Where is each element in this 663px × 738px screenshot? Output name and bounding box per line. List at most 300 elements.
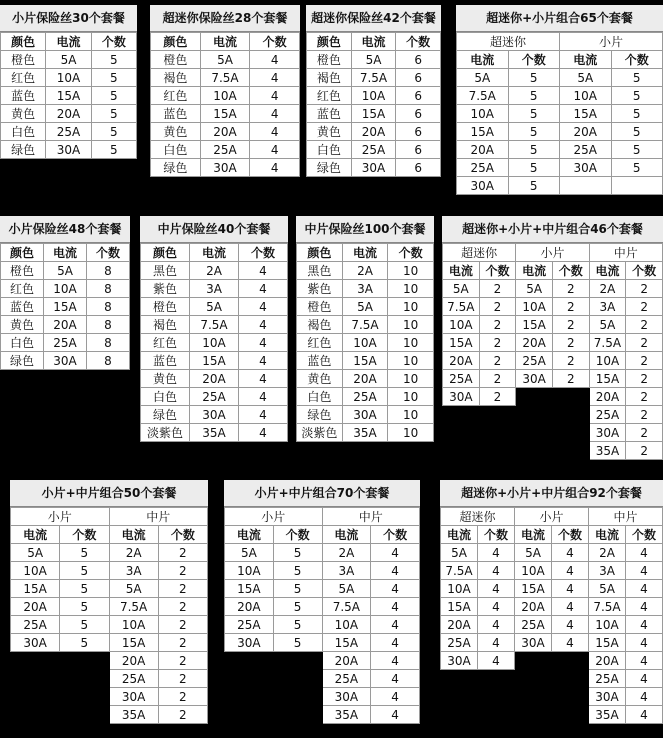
table-cell: 黑色 (297, 262, 343, 280)
table-cell: 4 (626, 706, 663, 724)
table-cell: 3A (109, 562, 158, 580)
table-row (1, 280, 130, 298)
table-row (225, 562, 420, 580)
column-header: 颜色 (1, 244, 44, 262)
table-cell: 20A (225, 598, 274, 616)
table-cell: 5A (322, 580, 371, 598)
table-cell: 绿色 (297, 406, 343, 424)
kit-title: 超迷你保险丝28个套餐 (150, 5, 300, 32)
table-cell: 2 (626, 352, 663, 370)
table-cell (552, 688, 589, 706)
kit-spec-table (0, 243, 130, 370)
kit-spec-table (456, 32, 663, 195)
table-cell: 2 (479, 298, 516, 316)
table-row (443, 388, 663, 406)
column-header: 个数 (87, 244, 130, 262)
table-row (457, 159, 663, 177)
table-cell: 35A (322, 706, 371, 724)
table-cell: 橙色 (1, 51, 46, 69)
table-cell: 4 (371, 670, 420, 688)
table-cell: 30A (560, 159, 612, 177)
table-cell: 35A (589, 442, 626, 460)
table-cell: 10 (388, 388, 434, 406)
table-cell: 30A (44, 352, 87, 370)
table-cell: 15A (200, 105, 250, 123)
table-cell: 10A (441, 580, 478, 598)
table-row (457, 177, 663, 195)
kit-spec-table (442, 243, 663, 460)
column-header: 电流 (515, 526, 552, 544)
table-cell (11, 652, 60, 670)
table-row (307, 105, 441, 123)
table-cell: 15A (109, 634, 158, 652)
table-cell: 4 (626, 670, 663, 688)
table-cell: 5A (560, 69, 612, 87)
table-row (443, 352, 663, 370)
table-cell (443, 424, 480, 442)
table-row (307, 159, 441, 177)
table-cell: 4 (626, 652, 663, 670)
table-cell: 4 (239, 262, 288, 280)
table-cell: 6 (396, 123, 441, 141)
table-row (297, 424, 434, 442)
table-cell (479, 424, 516, 442)
table-cell: 橙色 (1, 262, 44, 280)
table-cell (225, 706, 274, 724)
column-header: 电流 (342, 244, 388, 262)
table-cell: 3A (322, 562, 371, 580)
table-row (151, 159, 300, 177)
table-cell (11, 706, 60, 724)
group-header-row (443, 244, 663, 262)
column-header: 电流 (560, 51, 612, 69)
table-row (307, 141, 441, 159)
table-cell: 25A (11, 616, 60, 634)
table-cell: 2A (342, 262, 388, 280)
table-cell: 7.5A (589, 334, 626, 352)
table-cell: 2 (552, 352, 589, 370)
group-header: 小片 (225, 508, 323, 526)
table-cell: 10 (388, 316, 434, 334)
table-row (297, 298, 434, 316)
table-cell: 5A (190, 298, 239, 316)
table-cell: 10A (515, 562, 552, 580)
table-cell: 白色 (151, 141, 201, 159)
table-cell: 5 (611, 105, 663, 123)
group-header: 小片 (11, 508, 110, 526)
fuse-kit-table (0, 216, 130, 370)
table-cell (443, 442, 480, 460)
table-row (11, 616, 208, 634)
column-header: 颜色 (1, 33, 46, 51)
table-cell: 10A (109, 616, 158, 634)
table-cell (478, 706, 515, 724)
table-cell: 25A (109, 670, 158, 688)
column-header: 电流 (190, 244, 239, 262)
table-cell: 2 (158, 634, 207, 652)
table-cell: 5 (60, 634, 109, 652)
table-row (225, 598, 420, 616)
table-cell: 4 (626, 544, 663, 562)
table-cell: 4 (478, 652, 515, 670)
table-cell: 7.5A (109, 598, 158, 616)
table-cell: 2 (158, 562, 207, 580)
table-cell: 7.5A (441, 562, 478, 580)
table-cell: 8 (87, 334, 130, 352)
table-cell: 25A (200, 141, 250, 159)
column-header: 个数 (478, 526, 515, 544)
table-row (225, 634, 420, 652)
table-cell: 白色 (297, 388, 343, 406)
table-cell: 2 (626, 442, 663, 460)
table-cell: 5 (60, 598, 109, 616)
table-row (11, 634, 208, 652)
table-cell: 30A (441, 652, 478, 670)
table-cell: 黄色 (141, 370, 190, 388)
table-row (307, 87, 441, 105)
table-cell: 4 (250, 141, 300, 159)
table-cell: 4 (371, 652, 420, 670)
table-cell: 淡紫色 (297, 424, 343, 442)
table-cell: 5 (91, 87, 136, 105)
table-cell: 10A (190, 334, 239, 352)
table-cell: 5 (611, 159, 663, 177)
table-cell: 黄色 (1, 105, 46, 123)
table-cell: 黄色 (307, 123, 352, 141)
table-row (1, 316, 130, 334)
table-cell (611, 177, 663, 195)
table-cell: 3A (589, 562, 626, 580)
table-cell: 5 (611, 141, 663, 159)
fuse-kit-table (456, 5, 663, 195)
table-cell (11, 670, 60, 688)
table-cell: 25A (516, 352, 553, 370)
table-cell: 白色 (1, 123, 46, 141)
table-cell: 10A (11, 562, 60, 580)
table-cell (479, 406, 516, 424)
table-cell (441, 688, 478, 706)
table-cell: 4 (552, 562, 589, 580)
table-cell: 5A (441, 544, 478, 562)
table-row (441, 580, 663, 598)
table-row (11, 652, 208, 670)
table-row (225, 688, 420, 706)
table-cell: 橙色 (297, 298, 343, 316)
table-cell: 30A (109, 688, 158, 706)
table-cell: 5 (60, 562, 109, 580)
table-cell: 4 (371, 706, 420, 724)
table-cell: 25A (44, 334, 87, 352)
table-cell: 褐色 (307, 69, 352, 87)
table-cell: 蓝色 (1, 298, 44, 316)
table-cell (225, 652, 274, 670)
kit-spec-table (150, 32, 300, 177)
table-cell: 4 (371, 688, 420, 706)
table-cell: 25A (225, 616, 274, 634)
table-cell: 5A (44, 262, 87, 280)
table-cell: 30A (457, 177, 509, 195)
table-row (141, 424, 288, 442)
table-cell: 2 (158, 670, 207, 688)
table-cell: 10 (388, 424, 434, 442)
table-cell: 6 (396, 105, 441, 123)
table-cell: 20A (44, 316, 87, 334)
table-cell: 20A (322, 652, 371, 670)
table-cell: 25A (443, 370, 480, 388)
kit-spec-table (224, 507, 420, 724)
table-row (141, 406, 288, 424)
table-cell (443, 406, 480, 424)
table-cell: 30A (351, 159, 396, 177)
table-cell: 5 (508, 105, 560, 123)
column-header: 个数 (552, 526, 589, 544)
table-cell: 10 (388, 334, 434, 352)
table-cell: 2 (626, 298, 663, 316)
table-cell: 4 (371, 580, 420, 598)
table-cell: 红色 (1, 280, 44, 298)
table-cell: 5A (516, 280, 553, 298)
table-cell: 15A (589, 634, 626, 652)
fuse-kit-table (150, 5, 300, 177)
table-row (11, 580, 208, 598)
table-cell: 4 (371, 544, 420, 562)
group-header: 中片 (589, 244, 662, 262)
table-cell: 25A (457, 159, 509, 177)
table-cell: 15A (560, 105, 612, 123)
table-cell: 5A (589, 580, 626, 598)
table-cell: 5A (515, 544, 552, 562)
table-row (457, 69, 663, 87)
table-cell: 红色 (307, 87, 352, 105)
table-row (441, 670, 663, 688)
table-cell: 5A (200, 51, 250, 69)
table-cell: 红色 (151, 87, 201, 105)
table-row (151, 123, 300, 141)
table-cell: 15A (46, 87, 91, 105)
column-header: 电流 (200, 33, 250, 51)
table-cell: 10A (457, 105, 509, 123)
table-cell: 4 (239, 352, 288, 370)
table-cell: 6 (396, 141, 441, 159)
table-cell: 15A (190, 352, 239, 370)
column-header-row (441, 526, 663, 544)
table-cell: 黄色 (151, 123, 201, 141)
table-cell (478, 688, 515, 706)
table-row (11, 670, 208, 688)
column-header-row (297, 244, 434, 262)
table-cell: 4 (626, 634, 663, 652)
table-row (1, 334, 130, 352)
group-header: 超迷你 (457, 33, 560, 51)
table-cell: 蓝色 (1, 87, 46, 105)
column-header: 电流 (516, 262, 553, 280)
table-cell: 6 (396, 87, 441, 105)
table-row (151, 105, 300, 123)
table-cell: 4 (478, 580, 515, 598)
column-header: 个数 (60, 526, 109, 544)
fuse-kit-table (10, 480, 208, 724)
table-cell: 4 (239, 406, 288, 424)
table-row (443, 298, 663, 316)
table-cell: 2 (626, 424, 663, 442)
table-row (443, 424, 663, 442)
table-cell: 20A (457, 141, 509, 159)
table-cell: 绿色 (151, 159, 201, 177)
column-header: 个数 (273, 526, 322, 544)
table-cell: 4 (371, 616, 420, 634)
table-cell: 4 (478, 616, 515, 634)
table-cell: 10A (589, 352, 626, 370)
table-row (297, 262, 434, 280)
table-row (1, 352, 130, 370)
kit-title: 超迷你+小片组合65个套餐 (456, 5, 663, 32)
table-cell: 20A (109, 652, 158, 670)
column-header: 个数 (479, 262, 516, 280)
table-cell: 5A (351, 51, 396, 69)
table-cell: 10 (388, 352, 434, 370)
column-header-row (11, 526, 208, 544)
table-cell: 4 (371, 634, 420, 652)
table-cell (273, 688, 322, 706)
column-header: 电流 (11, 526, 60, 544)
table-cell: 5A (46, 51, 91, 69)
table-cell: 4 (552, 544, 589, 562)
table-cell: 25A (589, 670, 626, 688)
table-cell: 4 (250, 159, 300, 177)
table-cell: 橙色 (151, 51, 201, 69)
table-cell: 3A (190, 280, 239, 298)
table-cell (560, 177, 612, 195)
table-cell: 4 (552, 598, 589, 616)
table-row (225, 580, 420, 598)
column-header: 电流 (322, 526, 371, 544)
table-cell: 5A (589, 316, 626, 334)
table-row (1, 123, 137, 141)
group-header: 超迷你 (441, 508, 515, 526)
table-row (297, 406, 434, 424)
column-header: 个数 (158, 526, 207, 544)
table-cell: 4 (239, 316, 288, 334)
table-cell: 8 (87, 298, 130, 316)
column-header: 个数 (626, 526, 663, 544)
table-cell: 蓝色 (307, 105, 352, 123)
table-cell: 20A (11, 598, 60, 616)
table-cell: 10 (388, 370, 434, 388)
column-header: 电流 (443, 262, 480, 280)
table-cell: 10 (388, 280, 434, 298)
fuse-kit-table (0, 5, 137, 159)
table-cell (515, 670, 552, 688)
table-cell: 2A (589, 544, 626, 562)
table-cell: 4 (239, 280, 288, 298)
table-cell: 4 (626, 580, 663, 598)
table-cell (273, 706, 322, 724)
table-cell: 20A (46, 105, 91, 123)
table-cell (478, 670, 515, 688)
table-cell: 25A (515, 616, 552, 634)
column-header-row (141, 244, 288, 262)
table-row (1, 262, 130, 280)
table-row (151, 87, 300, 105)
column-header: 个数 (371, 526, 420, 544)
table-cell: 2 (158, 652, 207, 670)
table-row (1, 141, 137, 159)
table-cell (516, 442, 553, 460)
table-row (441, 616, 663, 634)
table-cell: 2 (158, 688, 207, 706)
table-cell: 10A (44, 280, 87, 298)
kit-spec-table (10, 507, 208, 724)
table-cell: 4 (626, 688, 663, 706)
table-cell: 30A (589, 424, 626, 442)
table-cell: 红色 (297, 334, 343, 352)
table-cell: 4 (371, 562, 420, 580)
table-cell: 20A (515, 598, 552, 616)
table-cell: 15A (589, 370, 626, 388)
table-cell: 5 (273, 544, 322, 562)
table-cell: 5A (457, 69, 509, 87)
column-header: 个数 (388, 244, 434, 262)
table-cell: 2 (552, 370, 589, 388)
table-cell: 黄色 (1, 316, 44, 334)
table-cell: 2 (479, 370, 516, 388)
group-header-row (441, 508, 663, 526)
table-cell: 10A (516, 298, 553, 316)
table-cell: 6 (396, 51, 441, 69)
table-row (297, 334, 434, 352)
kit-title: 中片保险丝40个套餐 (140, 216, 288, 243)
table-cell: 5A (342, 298, 388, 316)
column-header: 颜色 (297, 244, 343, 262)
table-row (457, 123, 663, 141)
table-row (11, 688, 208, 706)
column-header: 颜色 (141, 244, 190, 262)
table-cell: 8 (87, 352, 130, 370)
table-cell: 25A (342, 388, 388, 406)
table-cell: 5 (508, 177, 560, 195)
table-cell: 5 (508, 159, 560, 177)
table-row (1, 69, 137, 87)
table-cell: 4 (239, 424, 288, 442)
table-cell: 4 (552, 616, 589, 634)
table-cell: 5 (273, 580, 322, 598)
table-cell: 黄色 (297, 370, 343, 388)
table-row (141, 388, 288, 406)
table-cell (60, 688, 109, 706)
table-cell (552, 652, 589, 670)
table-cell (60, 706, 109, 724)
table-cell: 5 (611, 123, 663, 141)
table-row (441, 562, 663, 580)
table-cell: 绿色 (1, 141, 46, 159)
table-cell: 橙色 (141, 298, 190, 316)
table-cell: 2 (626, 406, 663, 424)
table-row (141, 280, 288, 298)
table-row (441, 688, 663, 706)
kit-title: 小片保险丝30个套餐 (0, 5, 137, 32)
table-cell (515, 688, 552, 706)
table-cell: 7.5A (443, 298, 480, 316)
table-cell: 10A (589, 616, 626, 634)
table-row (11, 706, 208, 724)
table-row (443, 280, 663, 298)
table-cell: 4 (478, 634, 515, 652)
table-cell: 5 (91, 69, 136, 87)
table-cell: 5 (273, 598, 322, 616)
table-cell: 5 (611, 69, 663, 87)
table-cell: 6 (396, 159, 441, 177)
table-cell: 2A (322, 544, 371, 562)
